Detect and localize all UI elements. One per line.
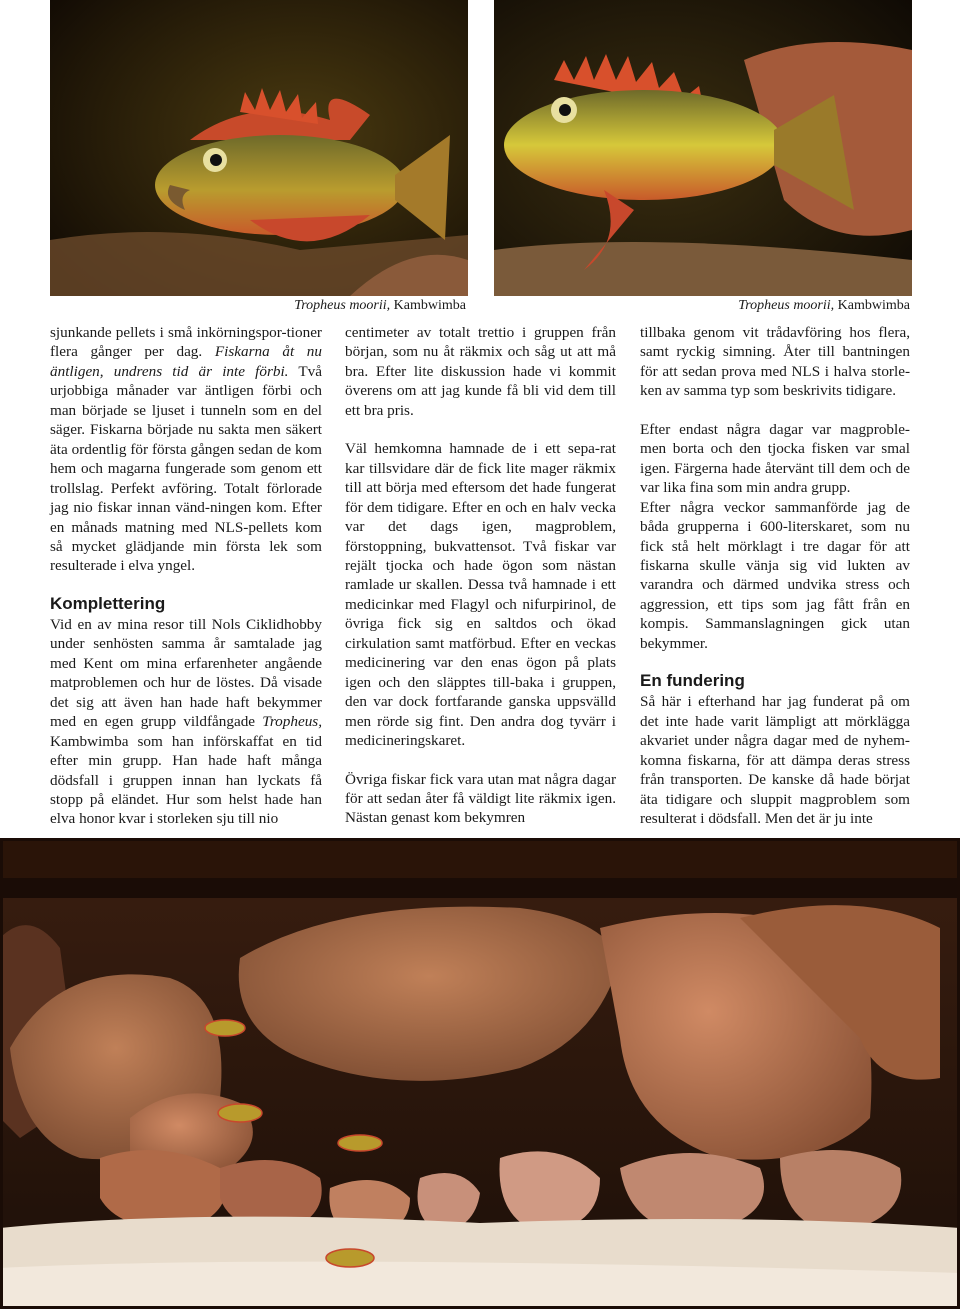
- paragraph: centimeter av totalt trettio i gruppen från början, som nu åt räkmix och såg ut att må bra. Efter lite diskussion hade vi kommit överens om att jag kunde få bli vid dem till ett bra pris.: [345, 324, 616, 419]
- paragraph: Efter endast några dagar var magproble-men borta och den tjocka fisken var smal igen. Färgerna hade återvänt till dem och de var lika fina som min andra grupp.: [640, 420, 910, 497]
- caption-location-right: Kambwimba: [834, 298, 910, 313]
- paragraph: Efter några veckor sammanförde jag de båda grupperna i 600-literskaret, som nu fick stå helt mörklagt i tre dagar för att fiskarna skulle vänja sig vid lukten av varandra och därmed undvika stress och aggression, ett tips som jag fått från en kompis. Sammanslagningen gick utan bekymmer.: [640, 498, 910, 652]
- caption-species-right: Tropheus moorii,: [738, 298, 835, 313]
- photo-caption-left: [294, 298, 466, 314]
- photo-caption-right: [738, 298, 910, 314]
- photo-fish-left: [50, 0, 468, 296]
- paragraph: Så här i efterhand har jag funderat på om det inte hade varit lämpligt att mörklägga akvariet under några dagar med de nyhem-komna fiskarna, för att dämpa deras stress från transporten. De kanske då hade börjat äta tidigare och sluppit magproblem som resulterat i dödsfall. Men det är ju inte: [640, 693, 910, 827]
- fish-left-image: [50, 0, 468, 296]
- paragraph: tillbaka genom vit trådavföring hos flera, samt ryckig simning. Åter till bantningen för att sedan prova med NLS i halva storle-ken av samma typ som beskrivits tidigare.: [640, 324, 910, 400]
- caption-species-left: Tropheus moorii,: [294, 298, 391, 313]
- paragraph: Övriga fiskar fick vara utan mat några dagar för att sedan åter få väldigt lite räkmix igen. Nästan genast kom bekymren: [345, 770, 616, 827]
- section-heading-komplettering: Komplettering: [50, 593, 166, 613]
- caption-location-left: Kambwimba: [390, 298, 466, 313]
- fish-right-image: [494, 0, 912, 296]
- aquarium-image: [0, 838, 960, 1309]
- paragraph: Väl hemkomna hamnade de i ett sepa-rat kar tillsvidare där de fick lite mager räkmix till att börja med eftersom det hade fungerat för dem tidigare. Efter en och en halv vecka var det dags igen, magproblem, förstoppning, bukvattensot. Två fiskar var rejält tjocka och hade ögon som nästan ramlade ur skallen. Dessa två hamnade i ett medicinkar med Flagyl och nifurpirinol, de övriga fick sig en saltdos och ökad cirkulation samt matförbud. Efter en veckas medicinering var den enas ögon på plats igen och den släpptes till-baka i gruppen, den var dock fortfarande ganska uppsvälld men rörde sig fint. Den andra dog tyvärr i medicineringskaret.: [345, 440, 616, 750]
- article-column-3: [640, 323, 910, 828]
- article-column-2: [345, 323, 616, 828]
- photo-fish-right: [494, 0, 912, 296]
- photo-aquarium: [0, 838, 960, 1309]
- article-column-1: [50, 323, 322, 829]
- paragraph: sjunkande pellets i små inkörningspor-tioner flera gånger per dag. Fiskarna åt nu äntligen, undrens tid är inte förbi. Två urjobbiga månader var äntligen förbi och man började se ljuset i tunneln som en del säger. Fiskarna började nu sakta men säkert äta ordentlig för första gången sedan de kom hem och magarna fungerade som genom ett trollslag. Perfekt avföring. Totalt förlorade jag nio fiskar innan vänd-ningen kom. Efter en månads matning med NLS-pellets kom så mycket glädjande min första lek som resulterade i elva yngel.: [50, 324, 322, 575]
- section-heading-en-fundering: En fundering: [640, 671, 745, 691]
- paragraph: Vid en av mina resor till Nols Ciklidhobby under senhösten samma år samtalade jag med Kent om mina erfarenheter angående matproblemen och hur de löstes. Då visade det sig att även han hade haft bekymmer med en egen grupp vildfångade Tropheus, Kambwimba som han införskaffat en tid efter min grupp. Han hade haft många dödsfall i gruppen innan han lyckats få stopp på eländet. Hur som helst hade han elva honor kvar i storleken sju till nio: [50, 615, 322, 828]
